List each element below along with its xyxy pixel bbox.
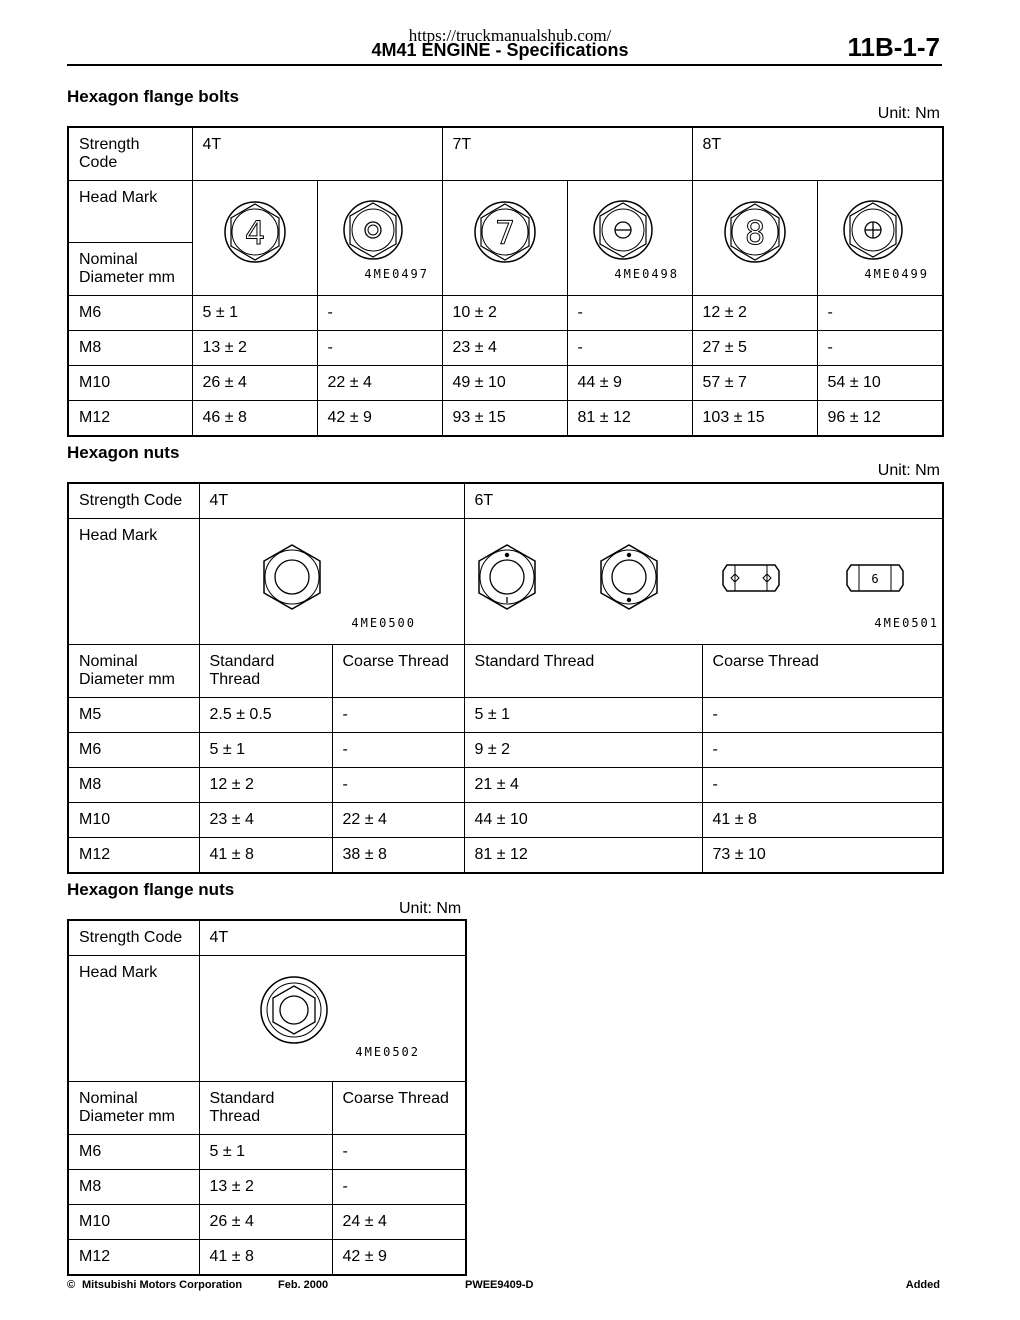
strength-code-4t: 4T	[199, 920, 466, 956]
page-number: 11B-1-7	[847, 32, 940, 62]
torque-value-cell: 81 ± 12	[567, 401, 692, 437]
table-row	[68, 296, 943, 331]
strength-code-label: Strength Code	[68, 483, 199, 519]
torque-value-cell: 27 ± 5	[692, 331, 817, 366]
torque-value-cell: 38 ± 8	[332, 838, 464, 874]
flange-nut-icon	[204, 960, 460, 1072]
head-mark-label: Head Mark	[68, 519, 199, 645]
table-row	[68, 698, 943, 733]
thread-label-standard: Standard Thread	[199, 1082, 332, 1135]
bolt-head-7-icon	[450, 186, 560, 286]
torque-value-cell: 12 ± 2	[199, 768, 332, 803]
head-mark-flange-nut-4t	[199, 956, 466, 1082]
nuts-rows	[68, 698, 943, 874]
strength-code-6t: 6T	[464, 483, 943, 519]
footer-company: Mitsubishi Motors Corporation	[82, 1279, 243, 1291]
hex-nut-6t-marks	[469, 523, 943, 635]
torque-value-cell: 5 ± 1	[464, 698, 702, 733]
torque-value-cell: 49 ± 10	[442, 366, 567, 401]
torque-value-cell: 26 ± 4	[192, 366, 317, 401]
torque-value-cell: 44 ± 10	[464, 803, 702, 838]
watermark-url: https://truckmanualshub.com/	[408, 26, 612, 45]
torque-value-cell: 21 ± 4	[464, 768, 702, 803]
table-row	[68, 1170, 466, 1205]
copyright-symbol: ©	[67, 1279, 76, 1291]
torque-value-cell: 26 ± 4	[199, 1205, 332, 1240]
flange-bolts-table	[67, 126, 944, 437]
torque-value-cell: 5 ± 1	[199, 733, 332, 768]
table-row	[68, 838, 943, 874]
nut-mark-digit-6: 6	[870, 572, 879, 586]
bolt-head-cross-icon	[825, 186, 935, 286]
torque-value-cell: -	[817, 331, 943, 366]
footer-doc-code: PWEE9409-D	[465, 1279, 534, 1291]
nominal-size-cell: M6	[68, 733, 199, 768]
torque-value-cell: -	[332, 768, 464, 803]
head-mark-8t-numeral	[692, 181, 817, 296]
head-mark-nut-4t	[199, 519, 464, 645]
torque-value-cell: -	[317, 296, 442, 331]
torque-value-cell: 103 ± 15	[692, 401, 817, 437]
table-row	[68, 1135, 466, 1170]
torque-value-cell: -	[702, 698, 943, 733]
torque-value-cell: 41 ± 8	[702, 803, 943, 838]
nominal-diameter-label: Nominal Diameter mm	[68, 243, 192, 296]
head-mark-label: Head Mark	[68, 956, 199, 1082]
nominal-size-cell: M10	[68, 366, 192, 401]
torque-value-cell: 54 ± 10	[817, 366, 943, 401]
table-row	[68, 733, 943, 768]
thread-label-coarse: Coarse Thread	[332, 1082, 466, 1135]
strength-code-label: Strength Code	[68, 127, 192, 181]
nominal-size-cell: M6	[68, 1135, 199, 1170]
figure-code-4me0497: 4ME0497	[363, 266, 429, 281]
figure-code-4me0502: 4ME0502	[355, 1045, 421, 1059]
nut-side-notch-icon	[723, 565, 779, 591]
torque-value-cell: 24 ± 4	[332, 1205, 466, 1240]
torque-value-cell: 42 ± 9	[332, 1240, 466, 1276]
head-mark-7t-symbol	[567, 181, 692, 296]
thread-label-4t-coarse: Coarse Thread	[332, 645, 464, 698]
section-title-flange-nuts: Hexagon flange nuts	[67, 880, 235, 899]
nominal-size-cell: M10	[68, 1205, 199, 1240]
footer-date: Feb. 2000	[278, 1279, 329, 1291]
head-mark-nut-6t	[464, 519, 943, 645]
thread-label-6t-standard: Standard Thread	[464, 645, 702, 698]
nominal-diameter-label: Nominal Diameter mm	[68, 1082, 199, 1135]
nominal-diameter-label: Nominal Diameter mm	[68, 645, 199, 698]
bolt-head-circle-icon	[325, 186, 435, 286]
unit-label-flange-nuts: Unit: Nm	[399, 900, 462, 917]
page-title: 4M41 ENGINE - Specifications	[371, 40, 629, 60]
torque-value-cell: 96 ± 12	[817, 401, 943, 437]
unit-label-flange-bolts: Unit: Nm	[877, 105, 940, 122]
figure-code-4me0498: 4ME0498	[613, 266, 679, 281]
thread-label-6t-coarse: Coarse Thread	[702, 645, 943, 698]
bolt-mark-digit-7: 7	[494, 213, 515, 252]
torque-value-cell: 5 ± 1	[192, 296, 317, 331]
figure-code-4me0499: 4ME0499	[864, 266, 929, 281]
torque-value-cell: 23 ± 4	[442, 331, 567, 366]
strength-code-4t: 4T	[192, 127, 442, 181]
head-mark-7t-numeral	[442, 181, 567, 296]
torque-value-cell: 93 ± 15	[442, 401, 567, 437]
bolt-head-theta-icon	[575, 186, 685, 286]
torque-value-cell: 22 ± 4	[317, 366, 442, 401]
torque-value-cell: 10 ± 2	[442, 296, 567, 331]
table-row	[68, 1205, 466, 1240]
header-rule	[67, 64, 942, 66]
torque-value-cell: -	[817, 296, 943, 331]
torque-value-cell: 73 ± 10	[702, 838, 943, 874]
torque-value-cell: 5 ± 1	[199, 1135, 332, 1170]
strength-code-4t: 4T	[199, 483, 464, 519]
hex-nut-dot-line-icon	[479, 545, 535, 609]
flange-bolts-rows	[68, 296, 943, 437]
torque-value-cell: 13 ± 2	[199, 1170, 332, 1205]
table-row	[68, 1240, 466, 1276]
unit-label-nuts: Unit: Nm	[877, 462, 940, 479]
bolt-head-4-icon	[200, 186, 310, 286]
torque-value-cell: -	[332, 698, 464, 733]
bolt-head-8-icon	[700, 186, 810, 286]
figure-code-4me0501: 4ME0501	[873, 616, 939, 630]
head-mark-4t-symbol	[317, 181, 442, 296]
torque-value-cell: 41 ± 8	[199, 838, 332, 874]
nominal-size-cell: M12	[68, 1240, 199, 1276]
torque-value-cell: 81 ± 12	[464, 838, 702, 874]
table-row	[68, 401, 943, 437]
torque-value-cell: -	[317, 331, 442, 366]
torque-value-cell: -	[332, 1135, 466, 1170]
torque-value-cell: -	[332, 733, 464, 768]
torque-value-cell: 41 ± 8	[199, 1240, 332, 1276]
nominal-size-cell: M12	[68, 401, 192, 437]
strength-code-8t: 8T	[692, 127, 943, 181]
hex-nut-two-dots-icon	[601, 545, 657, 609]
torque-value-cell: 57 ± 7	[692, 366, 817, 401]
table-row	[68, 803, 943, 838]
torque-value-cell: -	[332, 1170, 466, 1205]
head-mark-label: Head Mark	[68, 181, 192, 243]
strength-code-7t: 7T	[442, 127, 692, 181]
section-title-flange-bolts: Hexagon flange bolts	[67, 87, 239, 106]
nominal-size-cell: M10	[68, 803, 199, 838]
strength-code-label: Strength Code	[68, 920, 199, 956]
torque-value-cell: 44 ± 9	[567, 366, 692, 401]
table-row	[68, 331, 943, 366]
nominal-size-cell: M5	[68, 698, 199, 733]
nominal-size-cell: M12	[68, 838, 199, 874]
table-row	[68, 366, 943, 401]
table-row	[68, 768, 943, 803]
nominal-size-cell: M8	[68, 768, 199, 803]
torque-value-cell: -	[702, 768, 943, 803]
nut-side-numeral-icon	[847, 565, 903, 591]
flange-nuts-table	[67, 919, 467, 1276]
head-mark-4t-numeral	[192, 181, 317, 296]
footer-status: Added	[905, 1279, 940, 1291]
nominal-size-cell: M6	[68, 296, 192, 331]
head-mark-8t-symbol	[817, 181, 943, 296]
torque-value-cell: 12 ± 2	[692, 296, 817, 331]
torque-value-cell: 9 ± 2	[464, 733, 702, 768]
torque-value-cell: -	[567, 331, 692, 366]
bolt-mark-digit-4: 4	[244, 213, 265, 252]
flange-nuts-rows	[68, 1135, 466, 1276]
torque-value-cell: 13 ± 2	[192, 331, 317, 366]
torque-value-cell: 42 ± 9	[317, 401, 442, 437]
thread-label-4t-standard: Standard Thread	[199, 645, 332, 698]
nuts-table	[67, 482, 944, 874]
section-title-nuts: Hexagon nuts	[67, 443, 180, 462]
torque-value-cell: -	[567, 296, 692, 331]
torque-value-cell: 23 ± 4	[199, 803, 332, 838]
bolt-mark-digit-8: 8	[744, 213, 765, 252]
torque-value-cell: 22 ± 4	[332, 803, 464, 838]
torque-value-cell: 2.5 ± 0.5	[199, 698, 332, 733]
torque-value-cell: -	[702, 733, 943, 768]
figure-code-4me0500: 4ME0500	[350, 616, 416, 630]
torque-value-cell: 46 ± 8	[192, 401, 317, 437]
hex-nut-plain-icon	[204, 523, 460, 635]
nominal-size-cell: M8	[68, 331, 192, 366]
nominal-size-cell: M8	[68, 1170, 199, 1205]
